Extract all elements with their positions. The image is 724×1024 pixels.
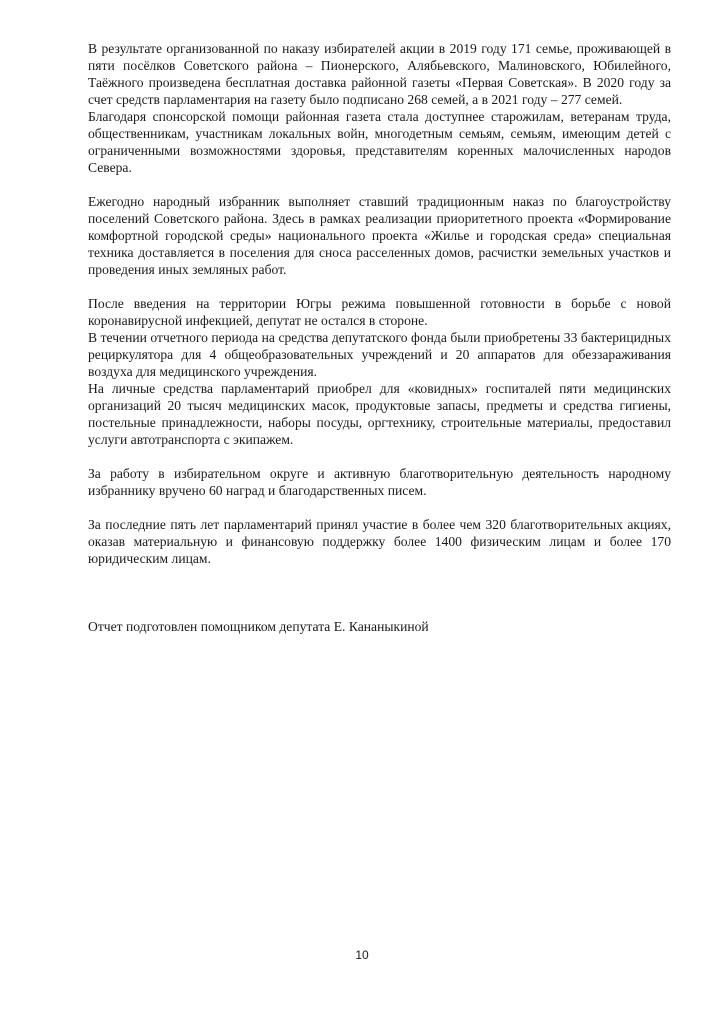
paragraph-spacer (88, 176, 671, 193)
document-body (88, 40, 671, 635)
paragraph-improvement-mandate: Ежегодно народный избранник выполняет ставший традиционным наказ по благоустройству поселений Советского района. Здесь в рамках реализации приоритетного проекта «Формирование комфортной городской среды» национального проекта «Жилье и городская среда» специальная техника доставляется в поселения для сноса расселенных домов, расчистки земельных участков и проведения иных земляных работ. (88, 194, 671, 277)
paragraph-covid-intro: После введения на территории Югры режима повышенной готовности в борьбе с новой коронавирусной инфекцией, депутат не остался в стороне. (88, 296, 671, 328)
paragraph-spacer (88, 278, 671, 295)
paragraph-spacer (88, 448, 671, 465)
page-number: 10 (355, 948, 369, 962)
paragraph-newspaper-delivery: В результате организованной по наказу избирателей акции в 2019 году 171 семье, проживающей в пяти посёлков Советского района – Пионерского, Алябьевского, Малиновского, Юбилейного, Таёжного произведена бесплатная доставка районной газеты «Первая Советская». В 2020 году за счет средств парламентария на газету было подписано 268 семей, а в 2021 году – 277 семей. (88, 41, 671, 107)
paragraph-recirculators: В течении отчетного периода на средства депутатского фонда были приобретены 33 бактерицидных рециркулятора для 4 общеобразовательных учреждений и 20 аппаратов для обеззараживания воздуха для медицинского учреждения. (88, 330, 671, 379)
paragraph-hospital-supplies: На личные средства парламентарий приобрел для «ковидных» госпиталей пяти медицинских организаций 20 тысяч медицинских масок, продуктовые запасы, предметы и средства гигиены, постельные принадлежности, наборы посуды, оргтехнику, строительные материалы, предоставил услуги автотранспорта с экипажем. (88, 381, 671, 447)
paragraph-charity-summary: За последние пять лет парламентарий принял участие в более чем 320 благотворительных акциях, оказав материальную и финансовую поддержку более 1400 физическим лицам и более 170 юридическим лицам. (88, 517, 671, 566)
paragraph-awards: За работу в избирательном округе и активную благотворительную деятельность народному избраннику вручено 60 наград и благодарственных писем. (88, 466, 671, 498)
paragraph-newspaper-accessibility: Благодаря спонсорской помощи районная газета стала доступнее старожилам, ветеранам труда, общественникам, участникам локальных войн, многодетным семьям, семьям, имеющим детей с ограниченными возможностями здоровья, представителям коренных малочисленных народов Севера. (88, 109, 671, 175)
report-prepared-by: Отчет подготовлен помощником депутата Е. Кананыкиной (88, 619, 429, 634)
paragraph-spacer (88, 567, 671, 618)
paragraph-spacer (88, 499, 671, 516)
